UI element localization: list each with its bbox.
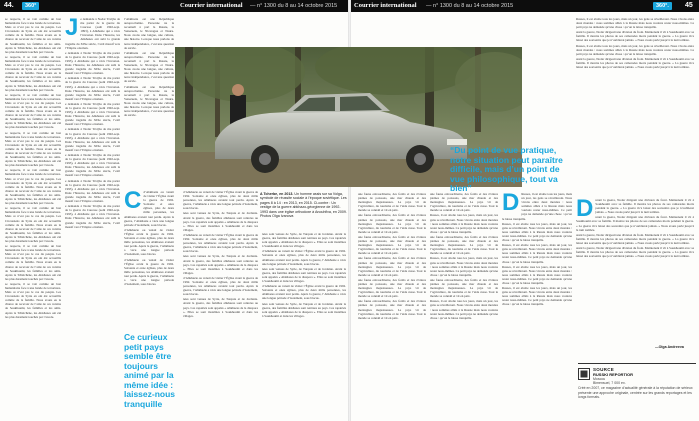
column-1-text-more-3: se respecte, il se voit comme un bon humanitaire face à une bande de terroristes. Mais ce n’est pas le cas du peuple. Les Circassiens de Syrie en ont été accueillis comme de la famille. Nous avons eu la chance de recevoir de l’aide de ces voisins de Soukhoumi, les familles et les amis. Après le Tchétchène, les Abkhazes ont été les plus durement touchés par l’exode. [5, 168, 61, 206]
right-pull-quote: “Du point de vue pratique, notre situation peut paraître difficile, mais d’un point de vue philosophique, tout va bien” [450, 145, 563, 193]
column-3-text-more-2: l’Abkhazie est une République autoproclamée. Personne ne la reconnaît à part la Russie, le Venezuela, le Nicaragua et Nauru. Nous avons une langue, une culture, une histoire. Lorsque nous parlons de notre indépendance, c’est une question de survie. [124, 84, 174, 118]
column-4-text-more-2: d’Abkhazie ou venait de visiter l’Église avant la guerre de 1992. Soixante et onze églises, plus de deux mille personnes, les Abkhazes avaient tout perdu. Après la guerre, l’Abkhazie a vécu une longue période d’isolement, sous blocus. [183, 232, 258, 254]
column-2-text-more-6: e demande à Nodar Tsvijba de me parler de la guerre du Caucase (août 1992-sept. 1993), à Abkhazie qui a vécu l’invasion. Dans l’histoire, les Abkhazes ont subi la grande tragédie du XIXe siècle, l’exil massif vers l’Empire ottoman. [65, 178, 120, 204]
article-column-1 [5, 17, 61, 417]
column-1-text-repeat: se respecte, il se voit comme un bon humanitaire face à une bande de terroristes. Mais ce n’est pas le cas du peuple. Les Circassiens de Syrie en ont été accueillis comme de la famille. Nous avons eu la chance de recevoir de l’aide de ces voisins de Soukhoumi, les familles et les amis. Après le Tchétchène, les Abkhazes ont été les plus durement touchés par l’exode. [5, 54, 61, 92]
dropcap-c: C [124, 190, 142, 214]
dropcap-d-right: D [576, 198, 594, 222]
left-magazine-title: Courrier international [180, 2, 243, 9]
article-column-7 [430, 192, 498, 418]
article-column-2 [65, 17, 120, 417]
caption-text: Un homme assis sur sa Volga, symbole de réussite sociale à l’époque soviétique. Les pages 8 à 14 : en 2013, en 2015. Ci-contre : Un vestige de la guerre abkhazo-géorgienne de 1992-1993 dans une église orthodoxe à Anouhfiva, en 2009. Photos Olga Ivanova [260, 192, 347, 219]
caption-lead: A Tcherbe, en 2013. [260, 192, 294, 196]
article-column-8 [502, 192, 572, 418]
article-column-9 [576, 17, 694, 197]
source-frequency: Bimensuel, 7 000 ex. [593, 381, 626, 386]
column-4-text: d’Abkhazie ou venait de visiter l’Église avant la guerre de 1992. Soixante et onze églises, plus de deux mille personnes, les Abkhazes avaient tout perdu. Après la guerre, l’Abkhazie a vécu une longue période d’isolement, sous blocus. [183, 190, 258, 211]
column-1-text-more-4: se respecte, il se voit comme un bon humanitaire face à une bande de terroristes. Mais ce n’est pas le cas du peuple. Les Circassiens de Syrie en ont été accueillis comme de la famille. Nous avons eu la chance de recevoir de l’aide de ces voisins de Soukhoumi, les familles et les amis. Après le Tchétchène, les Abkhazes ont été les plus durement touchés par l’exode. [5, 206, 61, 243]
column-1-text: se respecte, il se voit comme un bon humanitaire face à une bande de terroristes. Mais ce n’est pas le cas du peuple. Les Circassiens de Syrie en ont été accueillis comme de la famille. Nous avons eu la chance de recevoir de l’aide de ces voisins de Soukhoumi, les familles et les amis. Après le Tchétchène, les Abkhazes ont été les plus durement touchés par l’exode. [5, 17, 61, 54]
column-8-text-more-4: Russes, il est abolie tous les jours, mais un jour, les gens se réveilleront. Nous vivons entre deux mondes : nous sommes alliés à la Russie mais nous voulons rester nous-mêmes. Ce petit pays ne demande qu’une chose : qu’on le laisse tranquille. [502, 286, 572, 307]
column-7-text-more-5: Russes, il est abolie tous les jours, mais un jour, les gens se réveilleront. Nous vivons entre deux mondes : nous sommes alliés à la Russie mais nous voulons rester nous-mêmes. Ce petit pays ne demande qu’une chose : qu’on le laisse tranquille. [430, 299, 498, 320]
right-page-number: 45 [685, 2, 693, 9]
column-7-text-more-3: Russes, il est abolie tous les jours, mais un jour, les gens se réveilleront. Nous vivons entre deux mondes : nous sommes alliés à la Russie mais nous voulons rester nous-mêmes. Ce petit pays ne demande qu’une chose : qu’on le laisse tranquille. [430, 256, 498, 277]
column-5-text-more-3: d’Abkhazie ou venait de visiter l’Église avant la guerre de 1992. Soixante et onze églises, plus de deux mille personnes, les Abkhazes avaient tout perdu. Après la guerre, l’Abkhazie a vécu une longue période d’isolement, sous blocus. [262, 284, 346, 301]
column-8-text: Russes, il est abolie tous les jours, mais un jour, les gens se réveilleront. Nous vivons entre deux mondes : nous sommes alliés à la Russie mais nous voulons rester nous-mêmes. Ce petit pays ne demande qu’une chose : qu’on le laisse tranquille. [502, 192, 572, 221]
source-city: Moscou [593, 377, 606, 381]
column-3b-text-more: d’Abkhazie ou venait de visiter l’Église avant la guerre de 1992. Soixante et onze églises, plus de deux mille personnes, les Abkhazes avaient tout perdu. Après la guerre, l’Abkhazie a vécu une longue période d’isolement, sous blocus. [124, 227, 174, 257]
right-issue-date: — n° 1300 du 8 au 14 octobre 2015 [426, 3, 514, 9]
column-2-text-more-4: e demande à Nodar Tsvijba de me parler de la guerre du Caucase (août 1992-sept. 1993), à Abkhazie qui a vécu l’invasion. Dans l’histoire, les Abkhazes ont subi la grande tragédie du XIXe siècle, l’exil massif vers l’Empire ottoman. [65, 127, 120, 152]
column-8-text-more: Russes, il est abolie tous les jours, mais un jour, les gens se réveilleront. Nous vivons entre deux mondes : nous sommes alliés à la Russie mais nous voulons rester nous-mêmes. Ce petit pays ne demande qu’une chose : qu’on le laisse tranquille. [502, 221, 572, 243]
left-running-header [0, 0, 349, 12]
column-7-text: une faune extraordinaire, des forêts et des rivières pleines de poissons, une mer chaude et des montagnes majestueuses. Le pays vit de l’agriculture, du tourisme et de l’aide russe. Tout le monde se connaît et vit en paix. [430, 192, 498, 213]
column-6-text: une faune extraordinaire, des forêts et des rivières pleines de poissons, une mer chaude et des montagnes majestueuses. Le pays vit de l’agriculture, du tourisme et de l’aide russe. Tout le monde se connaît et vit en paix. [358, 192, 426, 213]
article-column-3-top [124, 17, 174, 172]
column-10-text-more-2: urant la guerre, Nodar dirigeait une division du front. Maintenant il vit à Soukhoumi avec sa famille. Il montre les photos de ses camarades morts pendant la guerre. « La guerre m’a laissé des souvenirs que je n’oublierai jamais. » Nous avons parlé jusqu’à la nuit tombée. [576, 232, 694, 245]
column-10-text: urant la guerre, Nodar dirigeait une division du front. Maintenant il vit à Soukhoumi avec sa famille. Il montre les photos de ses camarades morts pendant la guerre. « La guerre m’a laissé des souvenirs que je n’oublierai jamais. » Nous avons parlé jusqu’à la nuit tombée. [595, 198, 694, 215]
column-8-text-more-3: Russes, il est abolie tous les jours, mais un jour, les gens se réveilleront. Nous vivons entre deux mondes : nous sommes alliés à la Russie mais nous voulons rester nous-mêmes. Ce petit pays ne demande qu’une chose : qu’on le laisse tranquille. [502, 264, 572, 285]
column-10-text-more-3: urant la guerre, Nodar dirigeait une division du front. Maintenant il vit à Soukhoumi avec sa famille. Il montre les photos de ses camarades morts pendant la guerre. « La guerre m’a laissé des souvenirs que je n’oublierai jamais. » Nous avons parlé jusqu’à la nuit tombée. [576, 246, 694, 259]
right-magazine-title: Courrier international [354, 2, 417, 9]
column-1-text-more-5: se respecte, il se voit comme un bon humanitaire face à une bande de terroristes. Mais ce n’est pas le cas du peuple. Les Circassiens de Syrie en ont été accueillis comme de la famille. Nous avons eu la chance de recevoir de l’aide de ces voisins de Soukhoumi, les familles et les amis. Après le Tchétchène, les Abkhazes ont été les plus durement touchés par l’exode. [5, 244, 61, 281]
left-issue-date: — n° 1300 du 8 au 14 octobre 2015 [250, 3, 338, 9]
column-9-text-more-2: Russes, il est abolie tous les jours, mais un jour, les gens se réveilleront. Nous vivons entre deux mondes : nous sommes alliés à la Russie mais nous voulons rester nous-mêmes. Ce petit pays ne demande qu’une chose : qu’on le laisse tranquille. [576, 43, 694, 56]
column-4-text-more-5: nées sont venues de Syrie, de Turquie et de Jordanie. Avant la guerre, des familles abkhazes sont rentrées au pays. Ces rapatriés sont appelés « Abkhazes de la diaspora ». Elles se sont installées à Soukhoumi et dans les villages. [183, 297, 258, 318]
dropcap-j: J [65, 17, 79, 41]
column-6-text-more-3: une faune extraordinaire, des forêts et des rivières pleines de poissons, une mer chaude et des montagnes majestueuses. Le pays vit de l’agriculture, du tourisme et de l’aide russe. Tout le monde se connaît et vit en paix. [358, 256, 426, 277]
left-pull-quote: Ce curieux petit pays semble être toujours animé par la même idée : laissez-nous tranquille [124, 332, 176, 409]
column-6-text-more-5: une faune extraordinaire, des forêts et des rivières pleines de poissons, une mer chaude et des montagnes majestueuses. Le pays vit de l’agriculture, du tourisme et de l’aide russe. Tout le monde se connaît et vit en paix. [358, 299, 426, 320]
source-description: Créé en 2007, ce magazine d’actualité générale à la réputation de sérieux présente une approche originale, centrée sur les grands reportages et les longs formats. [578, 386, 693, 399]
column-2-text-more-2: e demande à Nodar Tsvijba de me parler de la guerre du Caucase (août 1992-sept. 1993), à Abkhazie qui a vécu l’invasion. Dans l’histoire, les Abkhazes ont subi la grande tragédie du XIXe siècle, l’exil massif vers l’Empire ottoman. [65, 76, 120, 101]
column-10-text-more: urant la guerre, Nodar dirigeait une division du front. Maintenant il vit à Soukhoumi avec sa famille. Il montre les photos de ses camarades morts pendant la guerre. « La guerre m’a laissé des souvenirs que je n’oublierai jamais. » Nous avons parlé jusqu’à la nuit tombée. [576, 215, 694, 232]
column-9-text-more-3: urant la guerre, Nodar dirigeait une division du front. Maintenant il vit à Soukhoumi avec sa famille. Il montre les photos de ses camarades morts pendant la guerre. « La guerre m’a laissé des souvenirs que je n’oublierai jamais. » Nous avons parlé jusqu’à la nuit tombée. [576, 56, 694, 70]
column-9-text: Russes, il est abolie tous les jours, mais un jour, les gens se réveilleront. Nous vivons entre deux mondes : nous sommes alliés à la Russie mais nous voulons rester nous-mêmes. Ce petit pays ne demande qu’une chose : qu’on le laisse tranquille. [576, 17, 694, 30]
column-1-text-more-2: se respecte, il se voit comme un bon humanitaire face à une bande de terroristes. Mais ce n’est pas le cas du peuple. Les Circassiens de Syrie en ont été accueillis comme de la famille. Nous avons eu la chance de recevoir de l’aide de ces voisins de Soukhoumi, les familles et les amis. Après le Tchétchène, les Abkhazes ont été les plus durement touchés par l’exode. [5, 130, 61, 168]
column-6-text-more-2: une faune extraordinaire, des forêts et des rivières pleines de poissons, une mer chaude et des montagnes majestueuses. Le pays vit de l’agriculture, du tourisme et de l’aide russe. Tout le monde se connaît et vit en paix. [358, 234, 426, 256]
column-1-text-more-6: se respecte, il se voit comme un bon humanitaire face à une bande de terroristes. Mais ce n’est pas le cas du peuple. Les Circassiens de Syrie en ont été accueillis comme de la famille. Nous avons eu la chance de recevoir de l’aide de ces voisins de Soukhoumi, les familles et les amis. Après le Tchétchène, les Abkhazes ont été les plus durement touchés par l’exode. [5, 281, 61, 319]
dropcap-d-left: D [502, 192, 520, 216]
column-2-text-more-7: e demande à Nodar Tsvijba de me parler de la guerre du Caucase (août 1992-sept. 1993), à Abkhazie qui a vécu l’invasion. Dans l’histoire, les Abkhazes ont subi la grande tragédie du XIXe siècle, l’exil massif vers l’Empire ottoman. [65, 204, 120, 229]
column-8-text-more-2: Russes, il est abolie tous les jours, mais un jour, les gens se réveilleront. Nous vivons entre deux mondes : nous sommes alliés à la Russie mais nous voulons rester nous-mêmes. Ce petit pays ne demande qu’une chose : qu’on le laisse tranquille. [502, 243, 572, 264]
article-column-5 [262, 232, 346, 418]
source-box [578, 363, 696, 420]
column-4-text-more: nées sont venues de Syrie, de Turquie et de Jordanie. Avant la guerre, des familles abkhazes sont rentrées au pays. Ces rapatriés sont appelés « Abkhazes de la diaspora ». Elles se sont installées à Soukhoumi et dans les villages. [183, 211, 258, 232]
column-6-text-more: une faune extraordinaire, des forêts et des rivières pleines de poissons, une mer chaude et des montagnes majestueuses. Le pays vit de l’agriculture, du tourisme et de l’aide russe. Tout le monde se connaît et vit en paix. [358, 213, 426, 234]
column-7-text-more-2: une faune extraordinaire, des forêts et des rivières pleines de poissons, une mer chaude et des montagnes majestueuses. Le pays vit de l’agriculture, du tourisme et de l’aide russe. Tout le monde se connaît et vit en paix. [430, 234, 498, 256]
column-3-text-more: l’Abkhazie est une République autoproclamée. Personne ne la reconnaît à part la Russie, le Venezuela, le Nicaragua et Nauru. Nous avons une langue, une culture, une histoire. Lorsque nous parlons de notre indépendance, c’est une question de survie. [124, 50, 174, 84]
left-section-badge: 360° [22, 2, 39, 10]
column-3b-text: d’Abkhazie ou venait de visiter l’Église avant la guerre de 1992. Soixante et onze églises, plus de deux mille personnes, les Abkhazes avaient tout perdu. Après la guerre, l’Abkhazie a vécu une longue période d’isolement, sous blocus. [124, 190, 174, 227]
column-4-text-more-3: nées sont venues de Syrie, de Turquie et de Jordanie. Avant la guerre, des familles abkhazes sont rentrées au pays. Ces rapatriés sont appelés « Abkhazes de la diaspora ». Elles se sont installées à Soukhoumi et dans les villages. [183, 254, 258, 275]
article-column-6 [358, 192, 426, 418]
article-column-10 [576, 198, 694, 348]
column-7-text-more: Russes, il est abolie tous les jours, mais un jour, les gens se réveilleront. Nous vivons entre deux mondes : nous sommes alliés à la Russie mais nous voulons rester nous-mêmes. Ce petit pays ne demande qu’une chose : qu’on le laisse tranquille. [430, 213, 498, 234]
article-column-4 [183, 190, 258, 418]
column-5-text-more-4: nées sont venues de Syrie, de Turquie et de Jordanie. Avant la guerre, des familles abkhazes sont rentrées au pays. Ces rapatriés sont appelés « Abkhazes de la diaspora ». Elles se sont installées à Soukhoumi et dans les villages. [262, 301, 346, 318]
column-2-text-more: e demande à Nodar Tsvijba de me parler de la guerre du Caucase (août 1992-sept. 1993), à Abkhazie qui a vécu l’invasion. Dans l’histoire, les Abkhazes ont subi la grande tragédie du XIXe siècle, l’exil massif vers l’Empire ottoman. [65, 50, 120, 76]
column-5-text-more-2: nées sont venues de Syrie, de Turquie et de Jordanie. Avant la guerre, des familles abkhazes sont rentrées au pays. Ces rapatriés sont appelés « Abkhazes de la diaspora ». Elles se sont installées à Soukhoumi et dans les villages. [262, 266, 346, 284]
column-2-text-more-5: e demande à Nodar Tsvijba de me parler de la guerre du Caucase (août 1992-sept. 1993), à Abkhazie qui a vécu l’invasion. Dans l’histoire, les Abkhazes ont subi la grande tragédie du XIXe siècle, l’exil massif vers l’Empire ottoman. [65, 153, 120, 178]
column-3-text: l’Abkhazie est une République autoproclamée. Personne ne la reconnaît à part la Russie, le Venezuela, le Nicaragua et Nauru. Nous avons une langue, une culture, une histoire. Lorsque nous parlons de notre indépendance, c’est une question de survie. [124, 17, 174, 50]
source-label: SOURCE [593, 367, 615, 372]
column-9-text-more: urant la guerre, Nodar dirigeait une division du front. Maintenant il vit à Soukhoumi avec sa famille. Il montre les photos de ses camarades morts pendant la guerre. « La guerre m’a laissé des souvenirs que je n’oublierai jamais. » Nous avons parlé jusqu’à la nuit tombée. [576, 30, 694, 43]
source-stamp-icon [578, 368, 590, 380]
column-3b-text-more-2: d’Abkhazie ou venait de visiter l’Église avant la guerre de 1992. Soixante et onze églises, plus de deux mille personnes, les Abkhazes avaient tout perdu. Après la guerre, l’Abkhazie a vécu une longue période d’isolement, sous blocus. [124, 257, 174, 287]
column-5-text-more: d’Abkhazie ou venait de visiter l’Église avant la guerre de 1992. Soixante et onze églises, plus de deux mille personnes, les Abkhazes avaient tout perdu. Après la guerre, l’Abkhazie a vécu une longue période d’isolement, sous blocus. [262, 249, 346, 266]
author-signature: —Olga Andreeva [655, 345, 684, 349]
column-4-text-more-4: d’Abkhazie ou venait de visiter l’Église avant la guerre de 1992. Soixante et onze églises, plus de deux mille personnes, les Abkhazes avaient tout perdu. Après la guerre, l’Abkhazie a vécu une longue période d’isolement, sous blocus. [183, 275, 258, 297]
column-6-text-more-4: une faune extraordinaire, des forêts et des rivières pleines de poissons, une mer chaude et des montagnes majestueuses. Le pays vit de l’agriculture, du tourisme et de l’aide russe. Tout le monde se connaît et vit en paix. [358, 277, 426, 299]
column-2-text: e demande à Nodar Tsvijba de me parler de la guerre du Caucase (août 1992-sept. 1993), à Abkhazie qui a vécu l’invasion. Dans l’histoire, les Abkhazes ont subi la grande tragédie du XIXe siècle, l’exil massif vers l’Empire ottoman. [65, 17, 120, 50]
article-column-3-bottom [124, 190, 174, 330]
photo-caption [260, 192, 348, 218]
left-page-number: 44. [4, 2, 14, 9]
right-section-badge: 360°. [653, 2, 672, 10]
column-1-text-more: se respecte, il se voit comme un bon humanitaire face à une bande de terroristes. Mais ce n’est pas le cas du peuple. Les Circassiens de Syrie en ont été accueillis comme de la famille. Nous avons eu la chance de recevoir de l’aide de ces voisins de Soukhoumi, les familles et les amis. Après le Tchétchène, les Abkhazes ont été les plus durement touchés par l’exode. [5, 92, 61, 130]
column-5-text: nées sont venues de Syrie, de Turquie et de Jordanie. Avant la guerre, des familles abkhazes sont rentrées au pays. Ces rapatriés sont appelés « Abkhazes de la diaspora ». Elles se sont installées à Soukhoumi et dans les villages. [262, 232, 346, 249]
column-2-text-more-3: e demande à Nodar Tsvijba de me parler de la guerre du Caucase (août 1992-sept. 1993), à Abkhazie qui a vécu l’invasion. Dans l’histoire, les Abkhazes ont subi la grande tragédie du XIXe siècle, l’exil massif vers l’Empire ottoman. [65, 101, 120, 127]
column-7-text-more-4: une faune extraordinaire, des forêts et des rivières pleines de poissons, une mer chaude et des montagnes majestueuses. Le pays vit de l’agriculture, du tourisme et de l’aide russe. Tout le monde se connaît et vit en paix. [430, 277, 498, 299]
right-running-header [350, 0, 699, 12]
source-name: RUSSKI REPORTIOR [593, 372, 634, 377]
